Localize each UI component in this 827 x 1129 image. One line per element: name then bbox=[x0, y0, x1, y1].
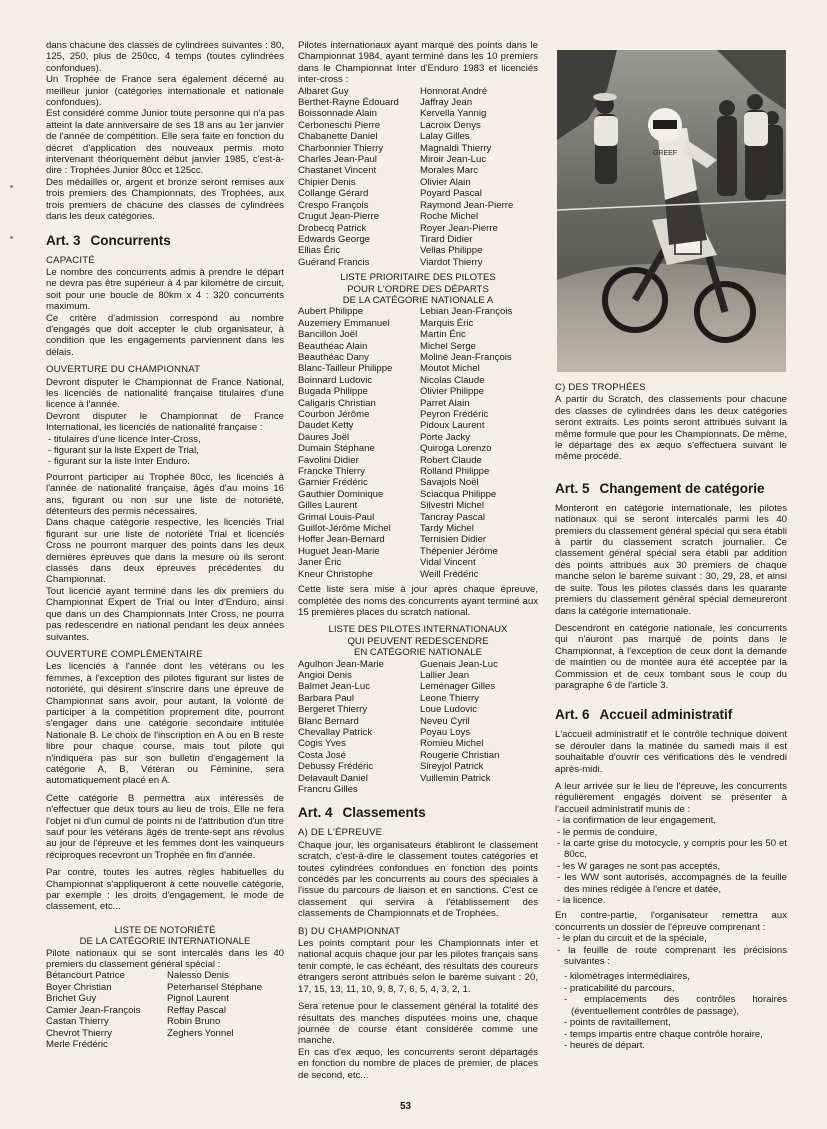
pilot-name: Drobecq Patrick bbox=[298, 222, 367, 234]
pilot-name: Porte Jacky bbox=[420, 431, 471, 443]
pilot-name: Thépenier Jérôme bbox=[420, 545, 498, 557]
pilot-name: Rolland Philippe bbox=[420, 466, 490, 478]
pilot-name: Gauthier Dominique bbox=[298, 488, 384, 500]
subheading-trophees: C) DES TROPHÉES bbox=[555, 382, 646, 393]
pilot-name: Favolini Didier bbox=[298, 454, 359, 466]
paragraph: Pilotes internationaux ayant marqué des points dans le Championnat 1984, ayant terminé dans les 10 premiers dans le Championnat Inter d'Enduro 1983 et licenciés inter-cross : bbox=[298, 40, 538, 86]
pilot-name: Nalesso Denis bbox=[167, 970, 229, 982]
list-item: - la confirmation de leur engagement, bbox=[557, 815, 716, 827]
pilot-name: Moutot Michel bbox=[420, 363, 480, 375]
pilot-name: Chipier Denis bbox=[298, 176, 356, 188]
paragraph: Cette liste sera mise à jour après chaque épreuve, complétée des noms des concurrents ayant terminé aux 15 premières places du scratch national. bbox=[298, 584, 538, 618]
pilot-name: Romieu Michel bbox=[420, 738, 484, 750]
list-title: LISTE PRIORITAIRE DES PILOTES bbox=[340, 272, 496, 284]
pilot-name: Balmet Jean-Luc bbox=[298, 681, 370, 693]
paragraph: L'accueil administratif et le contrôle technique doivent se dérouler dans la matinée du samedi mais il est souhaitable d'ouvrir ces vérifications dès le vendredi après-midi. bbox=[555, 729, 787, 775]
pilot-name: Silvestri Michel bbox=[420, 500, 484, 512]
pilot-name: Charbonnier Thierry bbox=[298, 142, 384, 154]
list-title: LISTE DE NOTORIÉTÉ bbox=[114, 924, 216, 936]
paragraph: Tout licencié ayant terminé dans les dix premiers du Championnat Expert de Trial ou Inter d'Enduro, ainsi que dans un des Championnats Inter Cross, ne pourra pas redescendre en national pendant les deux années suivantes. bbox=[46, 585, 284, 643]
paragraph: Devront disputer le Championnat de France National, les licenciés de nationalité française titulaires d'une licence à l'année. bbox=[46, 376, 284, 411]
pilot-name: Tancray Pascal bbox=[420, 511, 486, 523]
pilot-name: Quiroga Lorenzo bbox=[420, 443, 492, 455]
pilot-name: Loue Ludovic bbox=[420, 704, 478, 716]
pilot-name: Crugut Jean-Pierre bbox=[298, 211, 380, 223]
pilot-name: Tardy Michel bbox=[420, 523, 474, 535]
pilot-name: Michel Serge bbox=[420, 340, 476, 352]
column-1 bbox=[46, 40, 284, 1054]
pilot-name: Boissonnade Alain bbox=[298, 108, 377, 120]
pilot-name: Olivier Alain bbox=[420, 176, 471, 188]
article-3-heading: Art. 3 Concurrents bbox=[46, 232, 171, 248]
subheading-complementaire: OUVERTURE COMPLÉMENTAIRE bbox=[46, 648, 203, 660]
pilot-name: Poyau Loys bbox=[420, 726, 471, 738]
list-item: - titulaires d'une licence Inter-Cross, bbox=[48, 433, 201, 445]
pilot-name: Delavault Daniel bbox=[298, 772, 368, 784]
pilot-name: Francke Thierry bbox=[298, 466, 365, 478]
ouverture-list bbox=[46, 434, 284, 468]
pilot-name: Debussy Frédéric bbox=[298, 761, 374, 773]
pilot-name: Vuillemin Patrick bbox=[420, 772, 491, 784]
pilot-name: Moliné Jean-François bbox=[420, 351, 512, 363]
motocross-photo bbox=[557, 50, 786, 372]
subheading-epreuve: A) DE L'ÉPREUVE bbox=[298, 827, 383, 839]
pilot-name: Beauthéac Dany bbox=[298, 351, 369, 363]
list-item: - les W garages ne sont pas acceptés, bbox=[557, 860, 721, 872]
pilot-name: Barbara Paul bbox=[298, 692, 354, 704]
pilot-name: Roche Michel bbox=[420, 211, 479, 223]
pilot-name: Guérand Francis bbox=[298, 256, 370, 268]
list-item: - emplacements des contrôles horaires (éventuellement contrôles de passage), bbox=[564, 994, 787, 1017]
pilot-name: Sireyjol Patrick bbox=[420, 761, 484, 773]
pilot-name: Chabanette Daniel bbox=[298, 131, 378, 143]
list-title: LISTE DES PILOTES INTERNATIONAUX bbox=[328, 624, 508, 636]
pilot-name: Lebian Jean-François bbox=[420, 306, 513, 318]
notoriete-names bbox=[46, 970, 284, 1050]
pilot-name: Morales Marc bbox=[420, 165, 479, 177]
pilot-name: Olivier Philippe bbox=[420, 386, 484, 398]
pilot-name: Edwards George bbox=[298, 233, 370, 245]
pilot-name: Ellias Éric bbox=[298, 245, 341, 257]
pilot-name: Guillot-Jérôme Michel bbox=[298, 523, 391, 535]
pilot-name: Dumain Stéphane bbox=[298, 443, 375, 455]
pilot-name: Brichet Guy bbox=[46, 993, 97, 1005]
pilot-name: Courbon Jérôme bbox=[298, 409, 370, 420]
subheading-capacite: CAPACITÉ bbox=[46, 254, 95, 266]
paragraph: Par contre, toutes les autres règles habituelles du Championnat s'appliqueront à cette nouvelle catégorie, par exemple : les droits d'engagement, le mode de classement, etc... bbox=[46, 867, 284, 913]
dossier-list bbox=[555, 933, 787, 967]
list-item: - la carte grise du motocycle, y compris pour les 50 et 80cc, bbox=[557, 838, 787, 861]
intro-paragraph: dans chacune des classes de cylindrées suivantes : 80, 125, 250, plus de 250cc, 4 temps (toutes cylindrées confondues). bbox=[46, 40, 284, 74]
pilot-name: Blanc-Tailleur Philippe bbox=[298, 363, 393, 375]
pilot-name: Lalay Gilles bbox=[420, 131, 470, 143]
pilot-name: Costa José bbox=[298, 749, 346, 761]
pilot-name: Marquis Éric bbox=[420, 317, 474, 329]
pilot-name: Garnier Frédéric bbox=[298, 477, 368, 489]
pilot-name: Leménager Gilles bbox=[420, 681, 496, 693]
list-title: QUI PEUVENT REDESCENDRE bbox=[347, 635, 489, 647]
pilot-name: Raymond Jean-Pierre bbox=[420, 199, 514, 211]
intro-paragraph: Des médailles or, argent et bronze seront remises aux trois premiers des Championnats, des Trophées, aux trois premiers de chacune des classes de cylindrées dans les deux catégories. bbox=[46, 176, 284, 223]
pilot-name: Chevallay Patrick bbox=[298, 726, 373, 738]
pilot-name: Martin Éric bbox=[420, 329, 466, 341]
pilot-name: Huguet Jean-Marie bbox=[298, 545, 380, 557]
pilot-name: Jaffray Jean bbox=[420, 97, 473, 109]
pilot-name: Blanc Bernard bbox=[298, 715, 359, 727]
pilot-name: Zeghers Yonnel bbox=[167, 1027, 234, 1039]
pilot-name: Pidoux Laurent bbox=[420, 420, 485, 432]
paragraph: Le nombre des concurrents admis à prendre le départ ne devra pas être supérieur à 4 par kilomètre de circuit, soit pour une boucle de 80km x 4 : 320 concurrents maximum. bbox=[46, 266, 284, 313]
paragraph: Devront disputer le Championnat de France International, les licenciés de nationalité française : bbox=[46, 410, 284, 434]
pilot-name: Honnorat André bbox=[420, 85, 488, 97]
pilot-name: Collange Gérard bbox=[298, 188, 369, 200]
pilot-name: Bancillon Joël bbox=[298, 329, 358, 341]
pilot-name: Vidal Vincent bbox=[420, 557, 476, 569]
list-item: - le permis de conduire, bbox=[557, 826, 658, 838]
pilot-name: Daures Joël bbox=[298, 431, 350, 443]
pilot-name: Leone Thierry bbox=[420, 692, 480, 704]
subheading-ouverture: OUVERTURE DU CHAMPIONNAT bbox=[46, 364, 201, 376]
pilot-name: Chevrot Thierry bbox=[46, 1027, 112, 1039]
list-item: - la feuille de route comprenant les précisions suivantes : bbox=[557, 944, 787, 968]
paragraph: Les licenciés à l'année dont les vétérans ou les femmes, à l'exception des pilotes figurant sur listes de notoriété, qui désirent s'inscrire dans une épreuve de Championnat sans avoir, pour autant, la volonté de participer à la compétition proprement dite, pourront s'engager dans une catégorie secondaire intitulée Nationale B. Le choix de l'inscription en A ou en B reste libre pour chaque course, mais tout pilote qui n'indiquera pas sur son bulletin d'engagement la catégorie A, B, Vétéran ou Féminine, sera automatiquement placé en A. bbox=[46, 661, 284, 787]
margin-speck bbox=[10, 236, 13, 239]
pilot-name: Camier Jean-François bbox=[46, 1004, 141, 1016]
paragraph: A partir du Scratch, des classements pour chacune des classes de cylindrées dans les deux catégories seront extraits. Les points seront attribués suivant la même formule que pour les Championnats. De même, le départage des ex æquo s'effectuera suivant le même procédé. bbox=[555, 394, 787, 463]
intro-paragraph: Est considéré comme Junior toute personne qui n'a pas atteint la date anniversaire de ses 18 ans au 1er janvier de l'année de compétition. Elle sera faite en fonction du décret d'application des nouveaux permis moto intervenant théoriquement début janvier 1985, c'est-à-dire : Trophées Junior 80cc et 125cc. bbox=[46, 108, 284, 177]
pilot-name: Castan Thierry bbox=[46, 1016, 109, 1028]
list-title: EN CATÉGORIE NATIONALE bbox=[353, 647, 483, 659]
list-item: - le plan du circuit et de la spéciale, bbox=[557, 933, 707, 945]
list-item: - points de ravitaillement, bbox=[564, 1017, 671, 1029]
pilot-name bbox=[420, 784, 538, 795]
paragraph: Chaque jour, les organisateurs établiront le classement scratch, c'est-à-dire le classement toutes catégories et toutes cylindrées confondues en fonction des points concédés par les concurrents au cours des spéciales à l'issue du parcours de liaison et en sanctions. C'est ce classement qui servira à l'établissement des classements de Championnats et de Trophées. bbox=[298, 839, 538, 920]
list-item: - figurant sur la liste Expert de Trial, bbox=[48, 445, 199, 456]
pilot-name: Chastanet Vincent bbox=[298, 165, 377, 177]
column-3 bbox=[555, 382, 787, 1055]
list-item: - heures de départ. bbox=[564, 1039, 646, 1051]
pilot-name: Agulhon Jean-Marie bbox=[298, 658, 384, 670]
pilot-name: Lacroix Denys bbox=[420, 119, 481, 131]
feuille-de-route-list bbox=[555, 971, 787, 1051]
paragraph: Pourront participer au Trophée 80cc, les licenciés à l'année de nationalité française, âgés d'au moins 16 ans, figurant ou non sur une liste de notoriété, détenteurs des permis nécessaires. bbox=[46, 471, 284, 518]
list-item: - praticabilité du parcours, bbox=[564, 982, 675, 994]
subheading-championnat: B) DU CHAMPIONNAT bbox=[298, 925, 401, 937]
list-item: - la licence. bbox=[557, 895, 606, 907]
pilot-name: Lallier Jean bbox=[420, 669, 470, 681]
pilot-name: Parret Alain bbox=[420, 397, 470, 409]
paragraph: Cette catégorie B permettra aux intéressés de n'effectuer que deux tours au lieu de trois. Elle ne fera l'objet ni d'un cumul de points ni de l'attribution d'un titre sauf pour les vétérans âgés de trente-sept ans révolus au jour de l'épreuve et les femmes dont les vainqueurs réciproques recevront un Trophée en fin d'année. bbox=[46, 792, 284, 861]
pilot-name: Nicolas Claude bbox=[420, 374, 485, 386]
list-item: - figurant sur la liste Inter Enduro. bbox=[48, 456, 190, 468]
pilot-name: Savajols Noël bbox=[420, 477, 479, 489]
article-4-heading: Art. 4 Classements bbox=[298, 805, 426, 821]
pilot-name: Peterhansel Stéphane bbox=[167, 981, 262, 993]
list-title: POUR L'ORDRE DES DÉPARTS bbox=[347, 283, 489, 295]
pilot-name: Kneur Christophe bbox=[298, 568, 373, 580]
pilot-name: Kervella Yannig bbox=[420, 108, 487, 120]
paragraph: Ce critère d'admission correspond au nombre d'engagés que doit accepter le club organisateur, à condition que les engagements parviennent dans les délais. bbox=[46, 312, 284, 358]
pilotes-names bbox=[298, 86, 538, 269]
pilot-name: Weill Frédéric bbox=[420, 568, 479, 580]
pilot-name: Miroir Jean-Luc bbox=[420, 154, 487, 166]
pilot-name: Magnaldi Thierry bbox=[420, 142, 492, 154]
pilot-name: Cogis Yves bbox=[298, 738, 346, 750]
documents-list bbox=[555, 815, 787, 906]
pilot-name: Gilles Laurent bbox=[298, 500, 358, 512]
pilot-name: Viardot Thierry bbox=[420, 256, 483, 268]
pilot-name: Grimal Louis-Paul bbox=[298, 511, 375, 523]
pilot-name: Berthet-Rayne Édouard bbox=[298, 97, 399, 109]
pilot-name: Robin Bruno bbox=[167, 1016, 221, 1028]
list-title: DE LA CATÉGORIE NATIONALE A bbox=[342, 294, 494, 306]
pilot-name: Robert Claude bbox=[420, 454, 482, 466]
pilot-name: Boyer Christian bbox=[46, 981, 112, 993]
pilot-name: Francru Gilles bbox=[298, 784, 358, 795]
pilot-name: Bétancourt Patrice bbox=[46, 970, 125, 982]
pilot-name: Caligaris Christian bbox=[298, 397, 376, 409]
list-item: - les WW sont autorisés, accompagnés de la feuille des mines rédigée à l'encre et datée, bbox=[557, 872, 787, 895]
paragraph: Sera retenue pour le classement général la totalité des résultats des manches disputées moins une, chaque journée de course étant considérée comme une manche. bbox=[298, 1001, 538, 1047]
pilot-name: Beauthéac Alain bbox=[298, 340, 368, 352]
pilot-name: Pignol Laurent bbox=[167, 993, 229, 1005]
pilot-name: Charles Jean-Paul bbox=[298, 154, 377, 166]
pilot-name: Guenais Jean-Luc bbox=[420, 658, 498, 670]
pilot-name: Vellas Philippe bbox=[420, 245, 483, 257]
paragraph: Les points comptant pour les Championnats inter et national acquis chaque jour par les pilotes français sans tenir compte, le cas échéant, des résultats des coureurs étrangers seront attribués selon le barème suivant : 20, 17, 15, 13, 11, 10, 9, 8, 7, 6, 5, 4, 3, 2, 1. bbox=[298, 938, 538, 995]
article-5-heading: Art. 5 Changement de catégorie bbox=[555, 480, 765, 496]
pilot-name: Peyron Frédéric bbox=[420, 409, 489, 420]
pilot-name: Aubert Philippe bbox=[298, 306, 364, 318]
redescendre-names bbox=[298, 659, 538, 796]
pilot-name: Royer Jean-Pierre bbox=[420, 222, 498, 234]
margin-speck bbox=[10, 185, 13, 188]
pilot-name: Janer Éric bbox=[298, 557, 342, 569]
intro-paragraph: Un Trophée de France sera également décerné au meilleur junior (catégories internationale et nationale confondues). bbox=[46, 74, 284, 109]
list-item: - kilométrages intermédiaires, bbox=[564, 971, 690, 983]
pilot-name: Ternisien Didier bbox=[420, 534, 487, 546]
list-title: DE LA CATÉGORIE INTERNATIONALE bbox=[79, 936, 251, 948]
pilot-name: Angioi Denis bbox=[298, 669, 352, 681]
pilot-name bbox=[167, 1039, 284, 1050]
pilot-name: Sciacqua Philippe bbox=[420, 488, 497, 500]
pilot-name: Crespo François bbox=[298, 199, 369, 211]
pilot-name: Auzemery Emmanuel bbox=[298, 317, 390, 329]
list-item: - temps impartis entre chaque contrôle horaire, bbox=[564, 1028, 763, 1040]
pilot-name: Bergeret Thierry bbox=[298, 704, 368, 716]
page-number: 53 bbox=[400, 1101, 412, 1112]
paragraph: Dans chaque catégorie respective, les licenciés Trial figurant sur une liste de notoriété Trial et licenciés Cross ne pourront marquer des points dans les deux dernières épreuves que dans la mesure où ils seront classés dans deux épreuves précédentes du Championnat. bbox=[46, 517, 284, 586]
pilot-name: Daudet Ketty bbox=[298, 420, 354, 432]
pilot-name: Poyard Pascal bbox=[420, 188, 482, 200]
pilot-name: Neveu Cyril bbox=[420, 715, 470, 727]
column-2 bbox=[298, 40, 538, 1087]
paragraph: Monteront en catégorie internationale, les pilotes nationaux qui se seront intercalés parmi les 40 premiers du classement général spécial qui sera établi à partir du classement scratch journalier. Ce classement général spécial sera établi par addition des points attribués aux 30 premiers de chaque manche selon le barème suivant : 30, 29, 28, et ainsi de suite. Tous les pilotes classés dans les quarante premiers du classement général spécial demeureront dans la catégorie internationale. bbox=[555, 502, 787, 617]
rider-jersey-text: GREEF bbox=[653, 150, 678, 157]
pilot-name: Cerboneschi Pierre bbox=[298, 119, 381, 131]
pilot-name: Tirard Didier bbox=[420, 233, 473, 245]
pilot-name: Albaret Guy bbox=[298, 85, 349, 97]
paragraph: A leur arrivée sur le lieu de l'épreuve, les concurrents régulièrement engagés doivent se présenter à l'accueil administratif munis de : bbox=[555, 780, 787, 815]
pilot-name: Hoffer Jean-Bernard bbox=[298, 534, 385, 546]
pilot-name: Reffay Pascal bbox=[167, 1004, 227, 1016]
pilot-name: Bugada Philippe bbox=[298, 386, 368, 398]
pilot-name: Rougerie Christian bbox=[420, 749, 500, 761]
prioritaire-names bbox=[298, 306, 538, 580]
paragraph: Descendront en catégorie nationale, les concurrents qui n'auront pas marqué de points dans le Championnat, à l'exception de ceux dont la demande de maintien ou de montée aura été acceptée par la Commission et de ceux tombant sous le coup du paragraphe 6 de l'article 3. bbox=[555, 622, 787, 691]
article-6-heading: Art. 6 Accueil administratif bbox=[555, 707, 733, 723]
pilot-name: Merle Frédéric bbox=[46, 1038, 108, 1050]
paragraph: Pilote nationaux qui se sont intercalés dans les 40 premiers du classement général spécial : bbox=[46, 947, 284, 971]
paragraph: En cas d'ex æquo, les concurrents seront départagés en fonction du nombre de places de premier, de places de second, etc... bbox=[298, 1046, 538, 1081]
pilot-name: Boinnard Ludovic bbox=[298, 374, 373, 386]
paragraph: En contre-partie, l'organisateur remettra aux concurrents un dossier de l'épreuve comprenant : bbox=[555, 910, 787, 933]
